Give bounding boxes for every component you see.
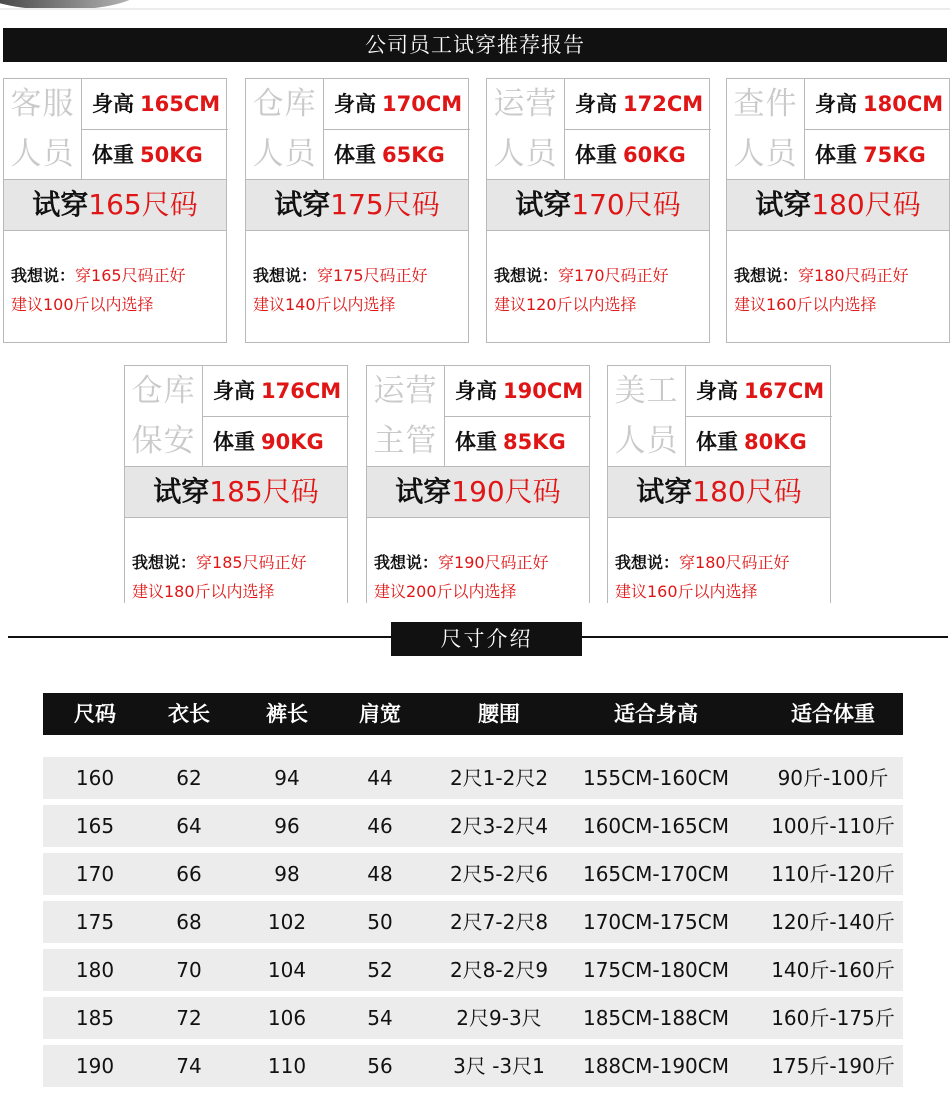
table-cell: 94 bbox=[274, 766, 300, 790]
suggestion-text: 建议160斤以内选择 bbox=[734, 295, 877, 314]
weight-value: 75KG bbox=[863, 143, 926, 167]
table-cell: 2尺1-2尺2 bbox=[449, 766, 549, 790]
weight-label: 体重 bbox=[575, 143, 617, 167]
table-cell: 2尺8-2尺9 bbox=[449, 958, 549, 982]
role-line-2: 人员 bbox=[493, 136, 558, 172]
try-prefix: 试穿 bbox=[755, 188, 812, 221]
comment-text: 穿190尺码正好 bbox=[438, 553, 549, 572]
table-cell: 160 bbox=[75, 766, 115, 790]
comment bbox=[734, 261, 909, 319]
table-cell: 106 bbox=[267, 1006, 307, 1030]
comment bbox=[253, 261, 428, 319]
comment-text: 穿165尺码正好 bbox=[75, 266, 186, 285]
table-cell: 110斤-120斤 bbox=[771, 862, 895, 886]
weight-value: 80KG bbox=[744, 430, 807, 454]
role-line-2: 人员 bbox=[614, 423, 679, 459]
comment-label: 我想说： bbox=[132, 553, 197, 572]
role-line-1: 仓库 bbox=[131, 373, 196, 409]
table-cell: 185CM-188CM bbox=[582, 1006, 729, 1030]
table-cell: 180 bbox=[75, 958, 115, 982]
try-size bbox=[125, 466, 347, 518]
height-label: 身高 bbox=[696, 379, 738, 403]
table-cell: 2尺9-3尺 bbox=[456, 1006, 542, 1030]
table-cell: 190 bbox=[75, 1054, 115, 1078]
table-cell: 185 bbox=[75, 1006, 115, 1030]
role-label bbox=[246, 79, 324, 179]
comment-label: 我想说： bbox=[374, 553, 439, 572]
weight-label: 体重 bbox=[92, 143, 134, 167]
role-label bbox=[727, 79, 805, 179]
role-line-1: 仓库 bbox=[252, 86, 317, 122]
tryon-card bbox=[486, 78, 710, 343]
table-cell: 104 bbox=[267, 958, 307, 982]
try-prefix: 试穿 bbox=[636, 475, 693, 508]
table-cell: 2尺5-2尺6 bbox=[449, 862, 549, 886]
height-stat bbox=[324, 79, 470, 129]
height-value: 167CM bbox=[744, 379, 825, 403]
try-prefix: 试穿 bbox=[32, 188, 89, 221]
table-cell: 175CM-180CM bbox=[582, 958, 729, 982]
table-cell: 62 bbox=[176, 766, 202, 790]
comment-text: 穿180尺码正好 bbox=[679, 553, 790, 572]
comment-label: 我想说： bbox=[615, 553, 680, 572]
weight-stat bbox=[565, 129, 711, 179]
table-cell: 175 bbox=[75, 910, 115, 934]
table-cell: 50 bbox=[367, 910, 393, 934]
column-header: 尺码 bbox=[74, 702, 116, 726]
role-label bbox=[4, 79, 82, 179]
height-stat bbox=[805, 79, 950, 129]
comment-label: 我想说： bbox=[253, 266, 318, 285]
table-cell: 102 bbox=[267, 910, 307, 934]
table-cell: 90斤-100斤 bbox=[777, 766, 889, 790]
role-line-1: 美工 bbox=[614, 373, 679, 409]
table-row bbox=[43, 757, 903, 799]
size-section-title: 尺寸介绍 bbox=[391, 622, 582, 656]
table-row bbox=[43, 805, 903, 847]
weight-value: 65KG bbox=[382, 143, 445, 167]
weight-stat bbox=[686, 416, 832, 466]
table-cell: 66 bbox=[176, 862, 202, 886]
height-value: 165CM bbox=[140, 92, 221, 116]
role-label bbox=[608, 366, 686, 466]
column-header: 腰围 bbox=[478, 702, 520, 726]
tryon-card bbox=[124, 365, 348, 603]
height-value: 190CM bbox=[503, 379, 584, 403]
table-cell: 44 bbox=[367, 766, 393, 790]
comment bbox=[11, 261, 186, 319]
comment-text: 穿175尺码正好 bbox=[317, 266, 428, 285]
role-line-2: 人员 bbox=[10, 136, 75, 172]
table-row bbox=[43, 1045, 903, 1087]
height-stat bbox=[445, 366, 591, 416]
role-line-1: 查件 bbox=[733, 86, 798, 122]
try-size-value: 180尺码 bbox=[692, 475, 802, 508]
table-cell: 48 bbox=[367, 862, 393, 886]
table-cell: 98 bbox=[274, 862, 300, 886]
table-cell: 56 bbox=[367, 1054, 393, 1078]
table-cell: 2尺7-2尺8 bbox=[449, 910, 549, 934]
column-header: 肩宽 bbox=[359, 702, 401, 726]
try-prefix: 试穿 bbox=[395, 475, 452, 508]
weight-label: 体重 bbox=[815, 143, 857, 167]
table-row bbox=[43, 997, 903, 1039]
table-cell: 160CM-165CM bbox=[582, 814, 729, 838]
try-size-value: 175尺码 bbox=[330, 188, 440, 221]
weight-label: 体重 bbox=[696, 430, 738, 454]
try-prefix: 试穿 bbox=[274, 188, 331, 221]
weight-value: 85KG bbox=[503, 430, 566, 454]
table-cell: 3尺 -3尺1 bbox=[453, 1054, 545, 1078]
try-size-value: 165尺码 bbox=[88, 188, 198, 221]
comment bbox=[494, 261, 669, 319]
height-label: 身高 bbox=[575, 92, 617, 116]
table-cell: 52 bbox=[367, 958, 393, 982]
comment-text: 穿180尺码正好 bbox=[798, 266, 909, 285]
table-row bbox=[43, 853, 903, 895]
weight-value: 50KG bbox=[140, 143, 203, 167]
try-size bbox=[727, 179, 949, 231]
table-cell: 68 bbox=[176, 910, 202, 934]
table-cell: 175斤-190斤 bbox=[771, 1054, 895, 1078]
try-size-value: 185尺码 bbox=[209, 475, 319, 508]
table-cell: 165 bbox=[75, 814, 115, 838]
height-stat bbox=[686, 366, 832, 416]
tryon-card bbox=[607, 365, 831, 603]
comment-label: 我想说： bbox=[734, 266, 799, 285]
weight-value: 60KG bbox=[623, 143, 686, 167]
table-cell: 165CM-170CM bbox=[582, 862, 729, 886]
comment-label: 我想说： bbox=[11, 266, 76, 285]
table-cell: 96 bbox=[274, 814, 300, 838]
suggestion-text: 建议160斤以内选择 bbox=[615, 582, 758, 601]
try-size bbox=[608, 466, 830, 518]
divider-right bbox=[582, 636, 948, 638]
role-line-2: 人员 bbox=[252, 136, 317, 172]
height-value: 176CM bbox=[261, 379, 342, 403]
weight-stat bbox=[445, 416, 591, 466]
table-cell: 64 bbox=[176, 814, 202, 838]
height-stat bbox=[565, 79, 711, 129]
weight-stat bbox=[805, 129, 950, 179]
suggestion-text: 建议120斤以内选择 bbox=[494, 295, 637, 314]
height-stat bbox=[203, 366, 349, 416]
role-label bbox=[487, 79, 565, 179]
table-cell: 74 bbox=[176, 1054, 202, 1078]
try-prefix: 试穿 bbox=[153, 475, 210, 508]
weight-label: 体重 bbox=[213, 430, 255, 454]
weight-value: 90KG bbox=[261, 430, 324, 454]
role-line-1: 客服 bbox=[10, 86, 75, 122]
comment-text: 穿185尺码正好 bbox=[196, 553, 307, 572]
role-line-2: 保安 bbox=[131, 423, 196, 459]
table-cell: 70 bbox=[176, 958, 202, 982]
comment bbox=[374, 548, 549, 606]
height-stat bbox=[82, 79, 228, 129]
comment bbox=[132, 548, 307, 606]
table-cell: 46 bbox=[367, 814, 393, 838]
try-prefix: 试穿 bbox=[515, 188, 572, 221]
height-label: 身高 bbox=[213, 379, 255, 403]
role-line-1: 运营 bbox=[373, 373, 438, 409]
table-cell: 155CM-160CM bbox=[582, 766, 729, 790]
suggestion-text: 建议180斤以内选择 bbox=[132, 582, 275, 601]
column-header: 裤长 bbox=[266, 702, 308, 726]
weight-label: 体重 bbox=[334, 143, 376, 167]
tryon-card bbox=[366, 365, 590, 603]
table-cell: 110 bbox=[267, 1054, 307, 1078]
role-line-2: 人员 bbox=[733, 136, 798, 172]
table-row bbox=[43, 949, 903, 991]
role-label bbox=[367, 366, 445, 466]
try-size bbox=[487, 179, 709, 231]
comment-label: 我想说： bbox=[494, 266, 559, 285]
table-cell: 170 bbox=[75, 862, 115, 886]
table-cell: 100斤-110斤 bbox=[771, 814, 895, 838]
weight-label: 体重 bbox=[455, 430, 497, 454]
role-line-2: 主管 bbox=[373, 423, 438, 459]
table-cell: 160斤-175斤 bbox=[771, 1006, 895, 1030]
height-value: 172CM bbox=[623, 92, 704, 116]
tryon-card bbox=[726, 78, 950, 343]
table-cell: 170CM-175CM bbox=[582, 910, 729, 934]
table-cell: 140斤-160斤 bbox=[771, 958, 895, 982]
tryon-card bbox=[3, 78, 227, 343]
height-value: 180CM bbox=[863, 92, 944, 116]
column-header: 适合体重 bbox=[791, 702, 875, 726]
try-size bbox=[246, 179, 468, 231]
table-cell: 2尺3-2尺4 bbox=[449, 814, 549, 838]
table-cell: 54 bbox=[367, 1006, 393, 1030]
top-decoration bbox=[0, 0, 950, 12]
role-label bbox=[125, 366, 203, 466]
height-value: 170CM bbox=[382, 92, 463, 116]
suggestion-text: 建议200斤以内选择 bbox=[374, 582, 517, 601]
comment bbox=[615, 548, 790, 606]
column-header: 适合身高 bbox=[614, 702, 698, 726]
column-header: 衣长 bbox=[168, 702, 210, 726]
size-table-header bbox=[43, 693, 903, 735]
weight-stat bbox=[203, 416, 349, 466]
table-cell: 188CM-190CM bbox=[582, 1054, 729, 1078]
table-cell: 72 bbox=[176, 1006, 202, 1030]
height-label: 身高 bbox=[455, 379, 497, 403]
try-size-value: 190尺码 bbox=[451, 475, 561, 508]
table-row bbox=[43, 901, 903, 943]
report-title: 公司员工试穿推荐报告 bbox=[3, 28, 947, 62]
suggestion-text: 建议100斤以内选择 bbox=[11, 295, 154, 314]
try-size bbox=[4, 179, 226, 231]
height-label: 身高 bbox=[815, 92, 857, 116]
suggestion-text: 建议140斤以内选择 bbox=[253, 295, 396, 314]
height-label: 身高 bbox=[92, 92, 134, 116]
table-cell: 120斤-140斤 bbox=[771, 910, 895, 934]
height-label: 身高 bbox=[334, 92, 376, 116]
weight-stat bbox=[82, 129, 228, 179]
comment-text: 穿170尺码正好 bbox=[558, 266, 669, 285]
tryon-card bbox=[245, 78, 469, 343]
divider-left bbox=[8, 636, 391, 638]
try-size-value: 180尺码 bbox=[811, 188, 921, 221]
try-size-value: 170尺码 bbox=[571, 188, 681, 221]
weight-stat bbox=[324, 129, 470, 179]
role-line-1: 运营 bbox=[493, 86, 558, 122]
try-size bbox=[367, 466, 589, 518]
